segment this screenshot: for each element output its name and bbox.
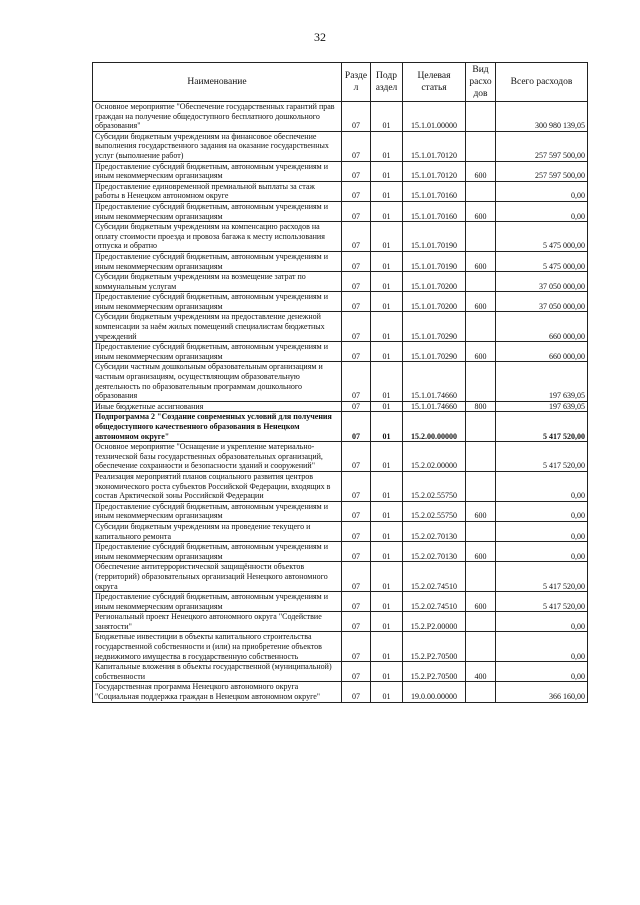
table-row: [93, 251, 588, 271]
row-target-article: 15.2.02.00000: [403, 442, 466, 472]
row-total: 0,00: [496, 471, 588, 501]
row-total: 0,00: [496, 542, 588, 562]
row-subsection: 01: [371, 632, 403, 662]
row-name: Предоставление субсидий бюджетным, автономным учреждениям и иным некоммерческим организациям: [93, 542, 342, 562]
row-name: Региональный проект Ненецкого автономного округа "Содействие занятости": [93, 612, 342, 632]
row-total: 5 417 520,00: [496, 442, 588, 472]
row-expense-type: [466, 131, 496, 161]
row-name: Субсидии бюджетным учреждениям на компенсацию расходов на оплату стоимости проезда и провоза багажа к месту использования отпуска и обратно: [93, 222, 342, 252]
row-section: 07: [342, 272, 371, 292]
row-section: 07: [342, 131, 371, 161]
row-subsection: 01: [371, 272, 403, 292]
row-name: Субсидии бюджетным учреждениям на предоставление денежной компенсации за наём жилых помещений специалистам бюджетных учреждений: [93, 312, 342, 342]
row-name: Предоставление субсидий бюджетным, автономным учреждениям и иным некоммерческим организациям: [93, 292, 342, 312]
row-name: Субсидии частным дошкольным образовательным организациям и частным организациям, осуществляющим образовательную деятельность по образовательным программам дошкольного образования: [93, 362, 342, 401]
row-expense-type: [466, 362, 496, 401]
table-row: [93, 401, 588, 412]
row-total: 257 597 500,00: [496, 131, 588, 161]
row-section: 07: [342, 102, 371, 132]
header-total: Всего расходов: [496, 63, 588, 102]
row-total: 300 980 139,05: [496, 102, 588, 132]
table-row: [93, 562, 588, 592]
row-name: Предоставление субсидий бюджетным, автономным учреждениям и иным некоммерческим организациям: [93, 592, 342, 612]
table-row: [93, 342, 588, 362]
table-row: [93, 131, 588, 161]
table-row: [93, 201, 588, 221]
row-subsection: 01: [371, 342, 403, 362]
row-target-article: 15.1.01.74660: [403, 401, 466, 412]
table-row: [93, 181, 588, 201]
row-target-article: 15.2.P2.00000: [403, 612, 466, 632]
row-subsection: 01: [371, 362, 403, 401]
header-section: Разде л: [342, 63, 371, 102]
row-total: 0,00: [496, 612, 588, 632]
row-subsection: 01: [371, 471, 403, 501]
row-name: Субсидии бюджетным учреждениям на финансовое обеспечение выполнения государственного задания на оказание государственных услуг (выполнение работ): [93, 131, 342, 161]
row-subsection: 01: [371, 592, 403, 612]
row-expense-type: 600: [466, 342, 496, 362]
row-subsection: 01: [371, 501, 403, 521]
row-subsection: 01: [371, 222, 403, 252]
row-subsection: 01: [371, 251, 403, 271]
row-name: Предоставление единовременной премиальной выплаты за стаж работы в Ненецком автономном округе: [93, 181, 342, 201]
row-target-article: 15.2.02.55750: [403, 471, 466, 501]
header-name: Наименование: [93, 63, 342, 102]
row-expense-type: [466, 272, 496, 292]
row-section: 07: [342, 662, 371, 682]
row-expense-type: 600: [466, 161, 496, 181]
row-expense-type: 600: [466, 251, 496, 271]
row-name: Субсидии бюджетным учреждениям на возмещение затрат по коммунальным услугам: [93, 272, 342, 292]
header-subsection: Подр аздел: [371, 63, 403, 102]
row-section: 07: [342, 201, 371, 221]
row-target-article: 15.2.02.70130: [403, 542, 466, 562]
row-subsection: 01: [371, 312, 403, 342]
table-row: [93, 501, 588, 521]
row-subsection: 01: [371, 131, 403, 161]
row-target-article: 15.1.01.70290: [403, 342, 466, 362]
row-expense-type: 600: [466, 542, 496, 562]
row-name: Основное мероприятие "Оснащение и укрепление материально-технической базы государственных образовательных организаций, обеспечение сохранности и безопасности зданий и сооружений": [93, 442, 342, 472]
table-row: [93, 542, 588, 562]
row-total: 5 417 520,00: [496, 562, 588, 592]
row-expense-type: [466, 412, 496, 442]
row-target-article: 15.1.01.70160: [403, 181, 466, 201]
row-name: Предоставление субсидий бюджетным, автономным учреждениям и иным некоммерческим организациям: [93, 161, 342, 181]
row-total: 0,00: [496, 662, 588, 682]
table-row: [93, 222, 588, 252]
row-total: 257 597 500,00: [496, 161, 588, 181]
row-section: 07: [342, 682, 371, 702]
row-target-article: 15.1.01.70120: [403, 131, 466, 161]
row-section: 07: [342, 161, 371, 181]
row-expense-type: [466, 612, 496, 632]
row-subsection: 01: [371, 682, 403, 702]
row-section: 07: [342, 251, 371, 271]
row-total: 0,00: [496, 201, 588, 221]
row-section: 07: [342, 292, 371, 312]
row-subsection: 01: [371, 161, 403, 181]
row-expense-type: 800: [466, 401, 496, 412]
row-expense-type: 400: [466, 662, 496, 682]
table-row: [93, 102, 588, 132]
table-row: [93, 612, 588, 632]
row-target-article: 15.1.01.70200: [403, 272, 466, 292]
row-name: Обеспечение антитеррористической защищённости объектов (территорий) образовательных организаций Ненецкого автономного округа: [93, 562, 342, 592]
row-total: 5 475 000,00: [496, 251, 588, 271]
row-name: Предоставление субсидий бюджетным, автономным учреждениям и иным некоммерческим организациям: [93, 201, 342, 221]
row-section: 07: [342, 181, 371, 201]
row-expense-type: [466, 521, 496, 541]
row-name: Бюджетные инвестиции в объекты капитального строительства государственной собственности и (или) на приобретение объектов недвижимого имущества в государственную собственность: [93, 632, 342, 662]
row-name: Предоставление субсидий бюджетным, автономным учреждениям и иным некоммерческим организациям: [93, 251, 342, 271]
row-expense-type: [466, 181, 496, 201]
row-subsection: 01: [371, 201, 403, 221]
row-subsection: 01: [371, 181, 403, 201]
row-total: 0,00: [496, 632, 588, 662]
table-row: [93, 292, 588, 312]
header-target-article: Целевая статья: [403, 63, 466, 102]
row-section: 07: [342, 612, 371, 632]
table-row: [93, 412, 588, 442]
row-expense-type: 600: [466, 501, 496, 521]
row-name: Подпрограмма 2 "Создание современных условий для получения общедоступного качественного образования в Ненецком автономном округе": [93, 412, 342, 442]
row-target-article: 15.1.01.70290: [403, 312, 466, 342]
row-expense-type: [466, 442, 496, 472]
row-subsection: 01: [371, 542, 403, 562]
table-row: [93, 362, 588, 401]
row-name: Государственная программа Ненецкого автономного округа "Социальная поддержка граждан в Ненецком автономном округе": [93, 682, 342, 702]
row-subsection: 01: [371, 562, 403, 592]
row-expense-type: 600: [466, 201, 496, 221]
table-row: [93, 632, 588, 662]
row-expense-type: 600: [466, 592, 496, 612]
row-expense-type: [466, 222, 496, 252]
table-row: [93, 592, 588, 612]
row-target-article: 15.1.01.74660: [403, 362, 466, 401]
row-total: 37 050 000,00: [496, 292, 588, 312]
row-target-article: 15.1.01.70190: [403, 251, 466, 271]
row-section: 07: [342, 542, 371, 562]
row-target-article: 15.2.02.74510: [403, 562, 466, 592]
table-row: [93, 312, 588, 342]
row-target-article: 15.1.01.70200: [403, 292, 466, 312]
row-expense-type: 600: [466, 292, 496, 312]
row-total: 0,00: [496, 521, 588, 541]
row-expense-type: [466, 632, 496, 662]
row-total: 5 417 520,00: [496, 592, 588, 612]
row-total: 660 000,00: [496, 312, 588, 342]
table-row: [93, 662, 588, 682]
row-section: 07: [342, 342, 371, 362]
row-target-article: 15.1.01.70190: [403, 222, 466, 252]
budget-table: [92, 62, 588, 703]
row-section: 07: [342, 501, 371, 521]
table-row: [93, 682, 588, 702]
row-subsection: 01: [371, 612, 403, 632]
row-total: 660 000,00: [496, 342, 588, 362]
row-section: 07: [342, 632, 371, 662]
row-subsection: 01: [371, 521, 403, 541]
row-total: 0,00: [496, 181, 588, 201]
row-expense-type: [466, 312, 496, 342]
table-row: [93, 521, 588, 541]
row-total: 197 639,05: [496, 362, 588, 401]
row-target-article: 15.2.P2.70500: [403, 632, 466, 662]
row-name: Основное мероприятие "Обеспечение государственных гарантий прав граждан на получение общедоступного бесплатного дошкольного образования": [93, 102, 342, 132]
row-target-article: 15.2.02.70130: [403, 521, 466, 541]
row-target-article: 15.2.00.00000: [403, 412, 466, 442]
page-number: 32: [314, 30, 326, 44]
table-row: [93, 442, 588, 472]
row-target-article: 15.1.01.70120: [403, 161, 466, 181]
row-name: Субсидии бюджетным учреждениям на проведение текущего и капитального ремонта: [93, 521, 342, 541]
row-name: Реализация мероприятий планов социального развития центров экономического роста субъектов Российской Федерации, входящих в состав Арктической зоны Российской Федерации: [93, 471, 342, 501]
table-row: [93, 161, 588, 181]
row-target-article: 15.2.02.55750: [403, 501, 466, 521]
row-subsection: 01: [371, 102, 403, 132]
row-section: 07: [342, 562, 371, 592]
row-expense-type: [466, 682, 496, 702]
row-target-article: 19.0.00.00000: [403, 682, 466, 702]
row-section: 07: [342, 312, 371, 342]
row-target-article: 15.2.02.74510: [403, 592, 466, 612]
row-section: 07: [342, 471, 371, 501]
row-section: 07: [342, 442, 371, 472]
row-total: 5 417 520,00: [496, 412, 588, 442]
row-subsection: 01: [371, 442, 403, 472]
table-row: [93, 471, 588, 501]
row-total: 5 475 000,00: [496, 222, 588, 252]
row-expense-type: [466, 102, 496, 132]
row-subsection: 01: [371, 401, 403, 412]
row-name: Предоставление субсидий бюджетным, автономным учреждениям и иным некоммерческим организациям: [93, 342, 342, 362]
row-target-article: 15.1.01.70160: [403, 201, 466, 221]
table-header-row: [93, 63, 588, 102]
row-total: 0,00: [496, 501, 588, 521]
row-section: 07: [342, 401, 371, 412]
row-target-article: 15.1.01.00000: [403, 102, 466, 132]
row-section: 07: [342, 362, 371, 401]
row-subsection: 01: [371, 662, 403, 682]
row-target-article: 15.2.P2.70500: [403, 662, 466, 682]
row-section: 07: [342, 412, 371, 442]
row-total: 197 639,05: [496, 401, 588, 412]
row-name: Капитальные вложения в объекты государственной (муниципальной) собственности: [93, 662, 342, 682]
row-total: 366 160,00: [496, 682, 588, 702]
row-subsection: 01: [371, 412, 403, 442]
row-subsection: 01: [371, 292, 403, 312]
row-expense-type: [466, 471, 496, 501]
table-row: [93, 272, 588, 292]
row-section: 07: [342, 592, 371, 612]
row-total: 37 050 000,00: [496, 272, 588, 292]
header-expense-type: Вид расхо дов: [466, 63, 496, 102]
row-expense-type: [466, 562, 496, 592]
row-name: Предоставление субсидий бюджетным, автономным учреждениям и иным некоммерческим организациям: [93, 501, 342, 521]
row-section: 07: [342, 521, 371, 541]
row-section: 07: [342, 222, 371, 252]
row-name: Иные бюджетные ассигнования: [93, 401, 342, 412]
